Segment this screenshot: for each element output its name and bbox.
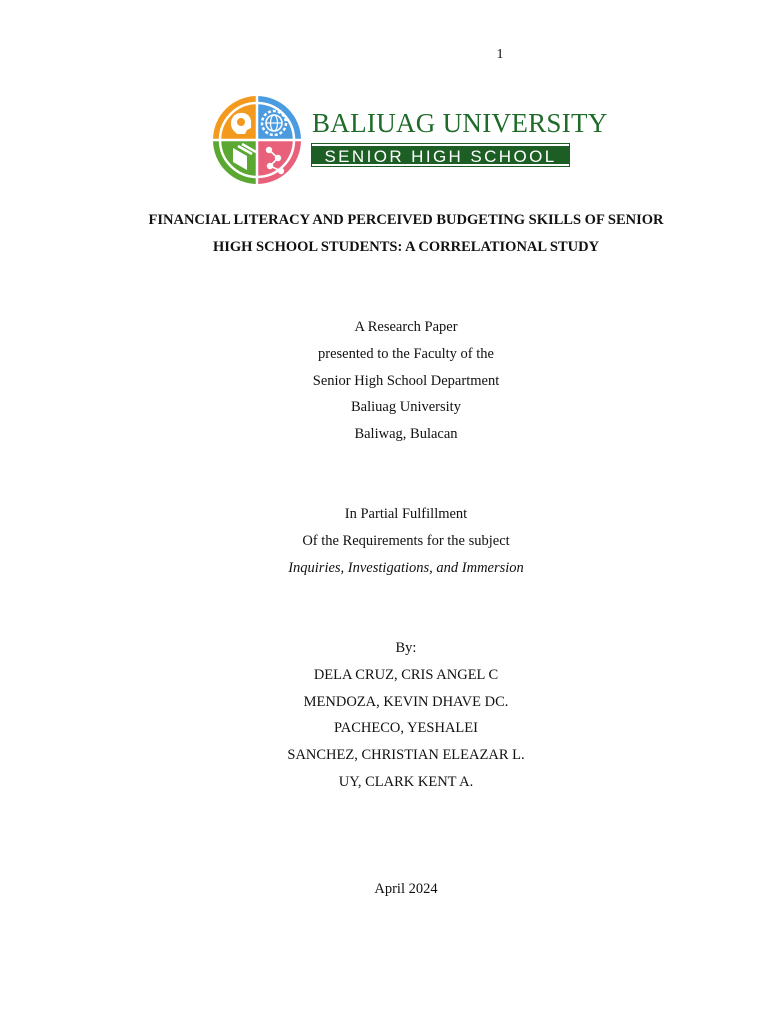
presentation-line: A Research Paper — [354, 319, 458, 335]
author-name: PACHECO, YESHALEI — [334, 720, 478, 737]
paper-title — [100, 207, 712, 261]
title-line: HIGH SCHOOL STUDENTS: A CORRELATIONAL STUDY — [212, 239, 600, 255]
presentation-block — [150, 314, 662, 448]
submission-date: April 2024 — [374, 881, 438, 897]
author-name: SANCHEZ, CHRISTIAN ELEAZAR L. — [287, 747, 525, 764]
presentation-line: Senior High School Department — [312, 372, 500, 389]
presentation-line: Baliwag, Bulacan — [354, 426, 458, 443]
fulfillment-block — [150, 501, 662, 581]
fulfillment-line: Of the Requirements for the subject — [302, 532, 510, 549]
fulfillment-line: In Partial Fulfillment — [344, 506, 468, 522]
authors-block — [150, 635, 662, 796]
page-number: 1 — [496, 47, 504, 62]
author-name: UY, CLARK KENT A. — [338, 773, 474, 790]
logo-university-name: BALIUAG UNIVERSITY — [312, 108, 608, 138]
presentation-line: Baliuag University — [351, 399, 461, 416]
title-line: FINANCIAL LITERACY AND PERCEIVED BUDGETING SKILLS OF SENIOR — [148, 212, 664, 228]
presentation-line: presented to the Faculty of the — [318, 345, 494, 362]
university-emblem-icon — [211, 94, 303, 186]
author-name: DELA CRUZ, CRIS ANGEL C — [313, 666, 499, 683]
university-logo — [211, 94, 608, 186]
subject-name: Inquiries, Investigations, and Immersion — [288, 559, 524, 576]
logo-department-banner: SENIOR HIGH SCHOOL — [312, 144, 569, 166]
by-label: By: — [395, 640, 417, 656]
author-name: MENDOZA, KEVIN DHAVE DC. — [303, 693, 509, 710]
